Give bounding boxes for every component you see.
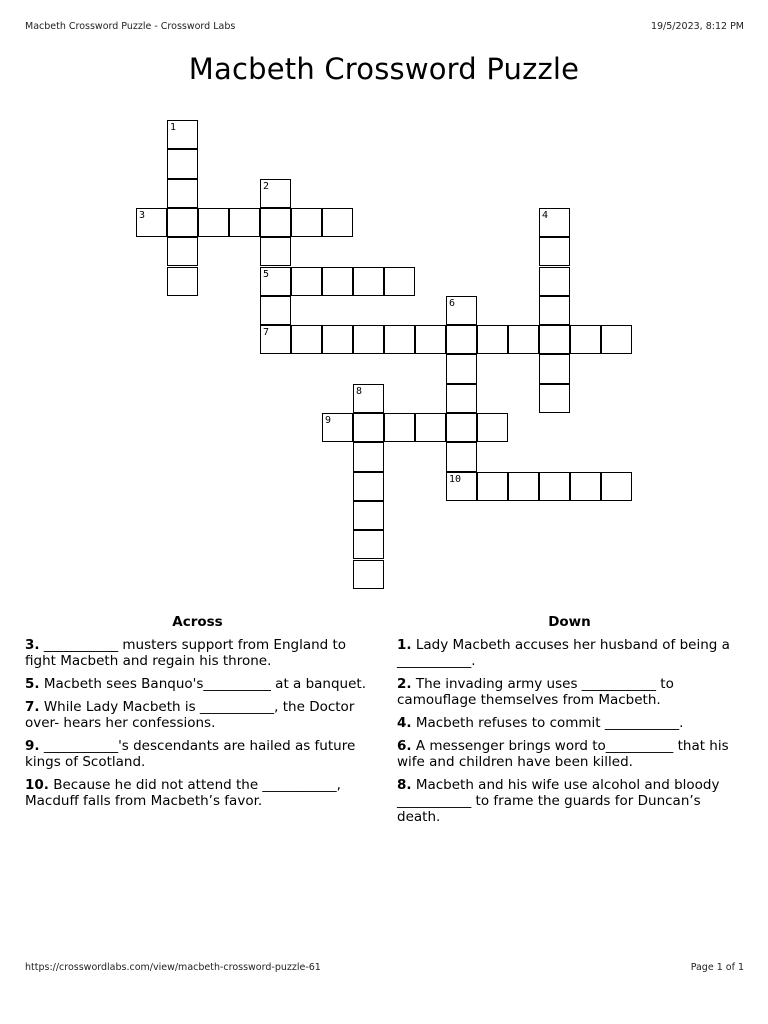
grid-cell[interactable] [539,237,570,266]
grid-cell[interactable] [291,267,322,296]
print-header-title: Macbeth Crossword Puzzle - Crossword Labs [25,21,236,32]
grid-cell[interactable] [539,384,570,413]
across-heading: Across [172,614,223,630]
across-clue [25,676,370,692]
grid-cell[interactable] [446,296,477,325]
grid-cell[interactable] [167,208,198,237]
clue-number: 4. [397,715,412,731]
across-clue [25,699,370,731]
grid-cell[interactable] [384,325,415,354]
grid-cell[interactable] [322,208,353,237]
grid-cell[interactable] [446,384,477,413]
grid-cell[interactable] [539,296,570,325]
down-clue [397,777,742,825]
grid-cell[interactable] [167,179,198,208]
grid-cell[interactable] [229,208,260,237]
clue-number-label: 3 [139,209,146,221]
down-clue [397,676,742,708]
clue-number-label: 10 [449,473,462,485]
print-header-datetime: 19/5/2023, 8:12 PM [650,21,744,32]
grid-cell[interactable] [570,472,601,501]
grid-cell[interactable] [353,442,384,471]
grid-cell[interactable] [291,208,322,237]
down-clue [397,637,742,669]
down-clue [397,715,742,731]
grid-cell[interactable] [570,325,601,354]
grid-cell[interactable] [198,208,229,237]
clue-number: 2. [397,676,412,692]
grid-cell[interactable] [167,149,198,178]
down-clues [397,614,742,832]
print-footer-page: Page 1 of 1 [690,962,744,973]
clue-number: 10. [25,777,49,793]
grid-cell[interactable] [167,267,198,296]
grid-cell[interactable] [384,267,415,296]
grid-cell[interactable] [260,208,291,237]
grid-cell[interactable] [601,325,632,354]
down-clue [397,738,742,770]
grid-cell[interactable] [322,413,353,442]
clue-number-label: 5 [263,268,270,280]
clue-number: 6. [397,738,412,754]
grid-cell[interactable] [353,530,384,559]
grid-cell[interactable] [167,120,198,149]
grid-cell[interactable] [260,179,291,208]
grid-cell[interactable] [384,413,415,442]
grid-cell[interactable] [446,325,477,354]
grid-cell[interactable] [353,384,384,413]
clue-number: 7. [25,699,40,715]
grid-cell[interactable] [539,208,570,237]
grid-cell[interactable] [446,442,477,471]
clue-text: While Lady Macbeth is ___________, the Doctor over- hears her confessions. [25,699,355,731]
across-clues [25,614,370,816]
clue-text: Macbeth refuses to commit ___________. [415,715,684,731]
grid-cell[interactable] [539,325,570,354]
across-clue [25,637,370,669]
clue-number: 5. [25,676,40,692]
clue-number-label: 6 [449,297,456,309]
clue-number: 3. [25,637,40,653]
print-footer-url: https://crosswordlabs.com/view/macbeth-crossword-puzzle-61 [25,962,321,973]
clue-text: A messenger brings word to__________ that his wife and children have been killed. [397,738,729,770]
grid-cell[interactable] [260,296,291,325]
grid-cell[interactable] [508,472,539,501]
clue-number-label: 2 [263,180,270,192]
grid-cell[interactable] [322,267,353,296]
grid-cell[interactable] [446,354,477,383]
grid-cell[interactable] [508,325,539,354]
grid-cell[interactable] [539,267,570,296]
clue-number: 1. [397,637,412,653]
grid-cell[interactable] [260,267,291,296]
grid-cell[interactable] [477,413,508,442]
clue-text: ___________ musters support from England to fight Macbeth and regain his throne. [25,637,347,669]
across-clue [25,738,370,770]
clue-number-label: 4 [542,209,549,221]
grid-cell[interactable] [601,472,632,501]
grid-cell[interactable] [353,267,384,296]
grid-cell[interactable] [415,325,446,354]
grid-cell[interactable] [539,472,570,501]
grid-cell[interactable] [446,413,477,442]
grid-cell[interactable] [446,472,477,501]
grid-cell[interactable] [415,413,446,442]
grid-cell[interactable] [260,237,291,266]
clue-text: Macbeth sees Banquo's__________ at a banquet. [43,676,367,692]
grid-cell[interactable] [136,208,167,237]
clue-text: Macbeth and his wife use alcohol and bloody ___________ to frame the guards for Duncan’s death. [397,777,720,825]
grid-cell[interactable] [353,413,384,442]
page-title: Macbeth Crossword Puzzle [188,52,580,86]
grid-cell[interactable] [322,325,353,354]
grid-cell[interactable] [477,472,508,501]
across-clue [25,777,370,809]
clue-number-label: 7 [263,327,270,339]
clue-text: The invading army uses ___________ to camouflage themselves from Macbeth. [397,676,674,708]
clue-text: Lady Macbeth accuses her husband of being a ___________. [397,637,730,669]
grid-cell[interactable] [291,325,322,354]
grid-cell[interactable] [167,237,198,266]
clue-number: 8. [397,777,412,793]
grid-cell[interactable] [260,325,291,354]
grid-cell[interactable] [353,472,384,501]
clue-number-label: 9 [325,415,332,426]
down-heading: Down [548,614,591,630]
clue-number-label: 1 [170,122,177,133]
grid-cell[interactable] [353,325,384,354]
grid-cell[interactable] [477,325,508,354]
clue-number: 9. [25,738,40,754]
clue-text: Because he did not attend the ___________, Macduff falls from Macbeth’s favor. [25,777,341,809]
grid-cell[interactable] [353,560,384,589]
clue-text: ___________'s descendants are hailed as future kings of Scotland. [25,738,356,770]
grid-cell[interactable] [539,354,570,383]
grid-cell[interactable] [353,501,384,530]
clue-number-label: 8 [356,385,363,397]
